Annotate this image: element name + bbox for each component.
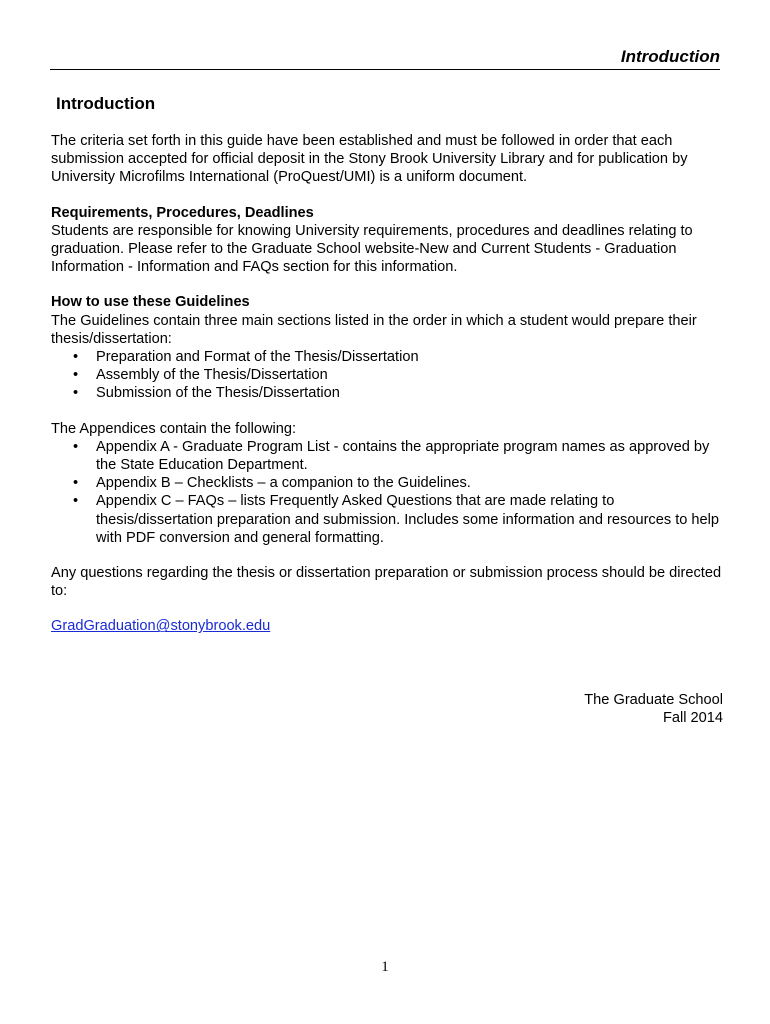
questions-paragraph: Any questions regarding the thesis or dissertation preparation or submission process should be directed to: [51, 565, 722, 600]
list-item [51, 474, 723, 492]
list-item-text: Assembly of the Thesis/Dissertation [96, 367, 328, 384]
contact-email-link[interactable]: GradGraduation@stonybrook.edu [51, 618, 271, 635]
running-header-title: Introduction [620, 47, 720, 66]
list-item-text: Appendix B – Checklists – a companion to the Guidelines. [96, 475, 471, 492]
list-item [51, 348, 723, 366]
bullet-icon: • [73, 438, 79, 455]
signoff-organization: The Graduate School [584, 691, 723, 708]
header-divider [50, 69, 720, 70]
page-content [51, 93, 723, 727]
appendices-list [51, 438, 723, 547]
list-item-text: Appendix A - Graduate Program List - contains the appropriate program names as approved by the State Education Department. [96, 438, 710, 474]
appendices-intro: The Appendices contain the following: [51, 420, 297, 437]
page-number: 1 [381, 959, 389, 975]
bullet-icon: • [73, 475, 79, 492]
bullet-icon: • [73, 367, 79, 384]
requirements-paragraph: Students are responsible for knowing University requirements, procedures and deadlines relating to graduation. Please refer to the Graduate School website-New and Current Students - Graduation Information - Information and FAQs section for this information. [51, 222, 693, 276]
list-item-text: Appendix C – FAQs – lists Frequently Asked Questions that are made relating to thesis/dissertation preparation and submission. Includes some information and resources to help with PDF conversion and general formatting. [96, 493, 720, 546]
guidelines-heading: How to use these Guidelines [51, 294, 250, 311]
guidelines-paragraph: The Guidelines contain three main sections listed in the order in which a student would prepare their thesis/dissertation: [51, 312, 697, 347]
list-item [51, 438, 723, 474]
requirements-heading: Requirements, Procedures, Deadlines [51, 204, 314, 221]
list-item [51, 492, 723, 547]
list-item-text: Submission of the Thesis/Dissertation [96, 385, 340, 402]
list-item [51, 366, 723, 384]
signoff-date: Fall 2014 [662, 709, 723, 726]
bullet-icon: • [73, 385, 79, 402]
bullet-icon: • [73, 493, 79, 510]
list-item-text: Preparation and Format of the Thesis/Dissertation [96, 349, 419, 366]
page-title: Introduction [56, 94, 156, 113]
intro-paragraph: The criteria set forth in this guide have been established and must be followed in order that each submission accepted for official deposit in the Stony Brook University Library and for publication by University Microfilms International (ProQuest/UMI) is a uniform document. [51, 133, 688, 186]
guidelines-list [51, 348, 723, 403]
bullet-icon: • [73, 349, 79, 366]
list-item [51, 384, 723, 402]
